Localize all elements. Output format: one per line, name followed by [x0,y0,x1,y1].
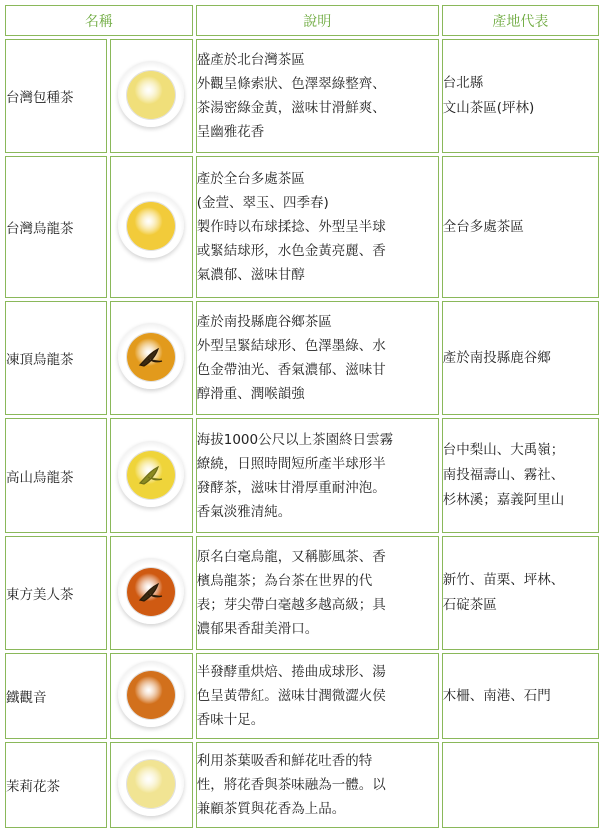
tea-name: 凍頂烏龍茶 [5,301,107,415]
table-row [5,742,599,828]
amber-tea-cup-with-leaf-icon [118,323,184,389]
tea-origin [442,39,599,153]
tea-liquid [127,760,175,808]
tea-cup-cell [110,536,193,650]
description-line: 呈幽雅花香 [196,124,265,140]
tea-cup-cell [110,39,193,153]
tea-description [196,418,439,533]
tea-description [196,653,439,739]
description-line: 茶湯密綠金黃，滋味甘滑鮮爽、 [196,100,386,116]
description-line: 外型呈緊結球形、色澤墨綠、水 [196,338,386,354]
description-line: 香氣淡雅清純。 [196,503,292,520]
table-row [5,301,599,415]
tea-cup-cell [110,418,193,533]
table-row [5,418,599,533]
description-line: 色金帶油光、香氣濃郁、滋味甘 [196,362,386,378]
tea-description [196,742,439,828]
table-row [5,156,599,298]
description-line: 濃郁果香甜美滑口。 [196,621,319,637]
tea-description [196,156,439,298]
table-row [5,653,599,739]
tea-description [196,301,439,415]
description-line: 海拔1000公尺以上茶園終日雲霧 [196,431,394,448]
description-line: 產於南投縣鹿谷鄉茶區 [196,314,332,330]
table-row [5,536,599,650]
tea-origin [442,418,599,533]
tea-cup-cell [110,653,193,739]
origin-line: 台北縣 [442,75,484,91]
tea-liquid [127,202,175,250]
description-line: 或緊結球形，水色金黃亮麗、香 [196,243,386,259]
pale-yellow-tea-cup-icon [118,750,184,816]
tea-name: 高山烏龍茶 [5,418,107,533]
description-line: 利用茶葉吸香和鮮花吐香的特 [196,753,373,769]
tea-cup-cell [110,156,193,298]
description-line: 兼顧茶質與花香為上品。 [196,801,346,817]
tea-description [196,536,439,650]
description-line: 原名白毫烏龍，又稱膨風茶、香 [196,549,386,565]
table-row [5,39,599,153]
tea-origin [442,536,599,650]
origin-line: 產於南投縣鹿谷鄉 [442,349,551,366]
description-line: 繚繞，日照時間短所產半球形半 [196,455,386,472]
header-name: 名稱 [5,5,193,36]
orange-brown-tea-cup-icon [118,661,184,727]
tea-rows [5,39,599,828]
origin-line: 木柵、南港、石門 [442,687,551,704]
origin-line: 新竹、苗栗、坪林、 [442,572,565,588]
description-line: 表；芽尖帶白毫越多越高級；具 [196,597,386,613]
tea-liquid [127,671,175,719]
description-line: 氣濃郁、滋味甘醇 [196,267,305,283]
tea-origin [442,156,599,298]
tea-name: 台灣烏龍茶 [5,156,107,298]
tea-description [196,39,439,153]
description-line: 盛產於北台灣茶區 [196,52,305,68]
tea-table [2,2,602,831]
origin-line: 台中梨山、大禹嶺； [442,442,565,458]
description-line: 產於全台多處茶區 [196,171,305,187]
origin-line: 全台多處茶區 [442,218,524,235]
description-line: 半發酵重烘焙、捲曲成球形、湯 [196,664,386,680]
red-amber-tea-cup-with-leaf-icon [118,558,184,624]
origin-line: 石碇茶區 [442,597,497,613]
description-line: 醇滑重、潤喉韻強 [196,386,305,402]
origin-line: 文山茶區(坪林) [442,100,535,116]
origin-line: 南投福壽山、霧社、 [442,467,565,483]
origin-line: 杉林溪；嘉義阿里山 [442,492,565,508]
tea-liquid [127,71,175,119]
tea-origin [442,301,599,415]
header-origin: 產地代表 [442,5,599,36]
description-line: 色呈黃帶紅。滋味甘潤微澀火侯 [196,688,386,704]
description-line: 性，將花香與茶味融為一體。以 [196,777,386,793]
header-description: 說明 [196,5,439,36]
light-yellow-tea-cup-icon [118,61,184,127]
tea-origin [442,742,599,828]
header-row [5,5,599,36]
tea-cup-cell [110,742,193,828]
tea-origin [442,653,599,739]
description-line: 香味十足。 [196,712,265,728]
tea-name: 台灣包種茶 [5,39,107,153]
description-line: 製作時以布球揉捻、外型呈半球 [196,219,386,235]
description-line: 檳烏龍茶；為台茶在世界的代 [196,573,373,589]
tea-name: 東方美人茶 [5,536,107,650]
tea-cup-cell [110,301,193,415]
tea-name: 茉莉花茶 [5,742,107,828]
description-line: 發酵茶，滋味甘滑厚重耐沖泡。 [196,479,386,496]
description-line: 外觀呈條索狀、色澤翠綠整齊、 [196,76,386,92]
tea-name: 鐵觀音 [5,653,107,739]
description-line: (金萱、翠玉、四季春) [196,195,329,211]
yellow-tea-cup-with-leaf-icon [118,441,184,507]
golden-tea-cup-icon [118,192,184,258]
